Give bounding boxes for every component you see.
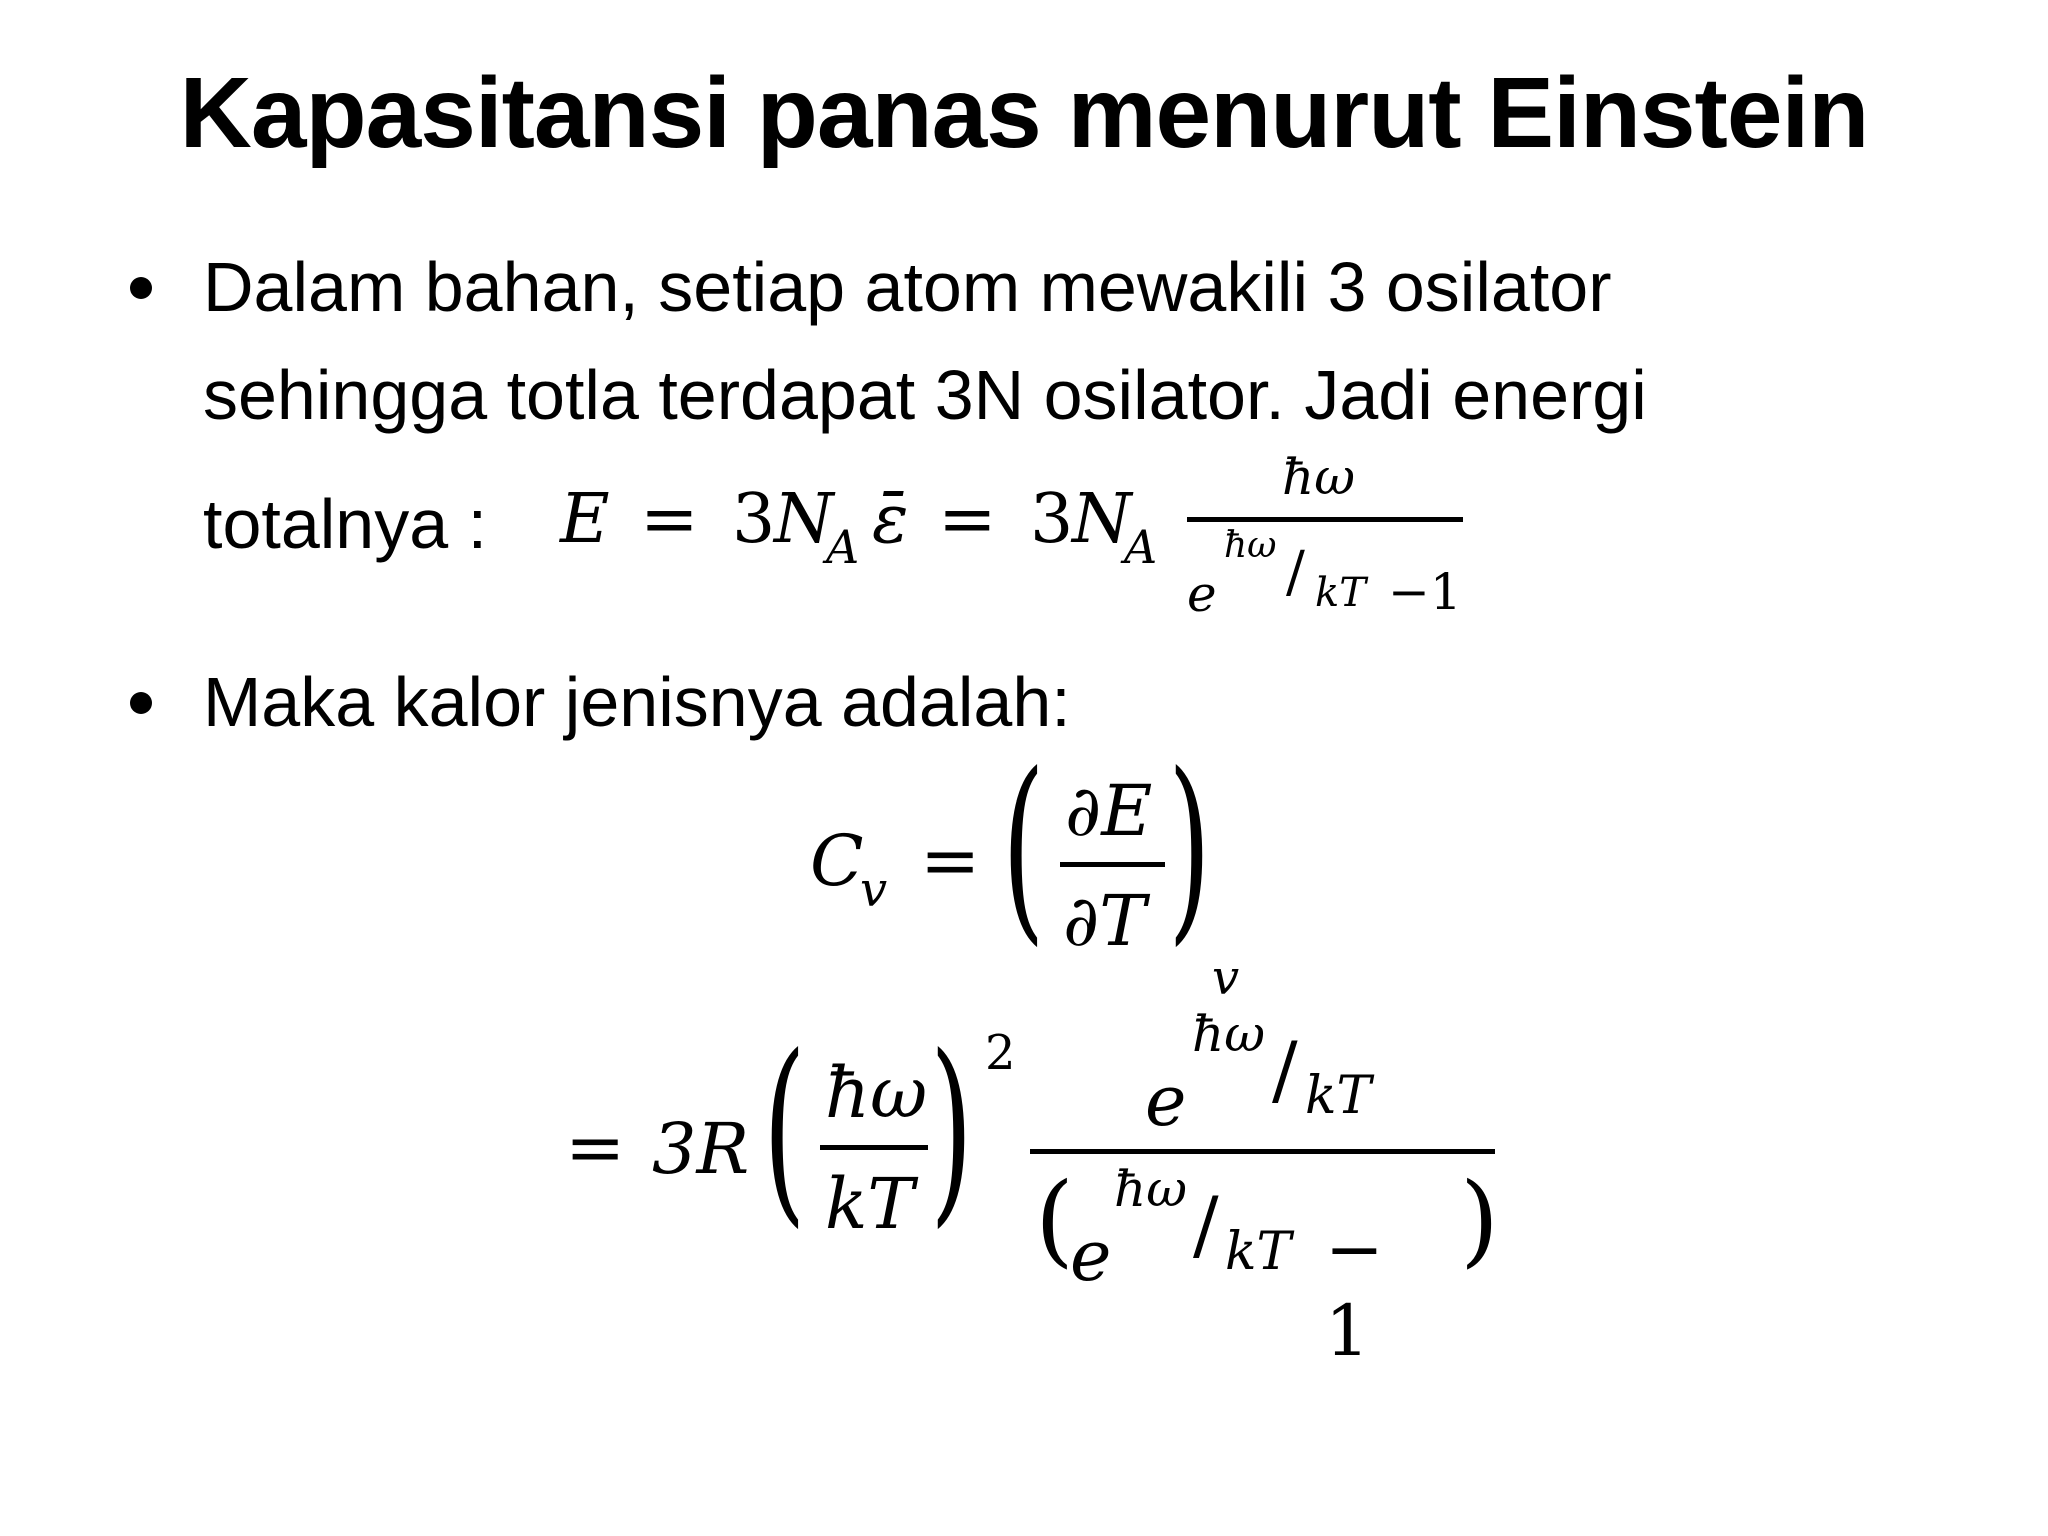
bullet-1-line-1 [203,233,1938,341]
eq3-den-slash: / [1193,1180,1219,1269]
word: 3 [1327,248,1367,326]
word: mewakili [1039,248,1309,326]
eq3-num-slash: / [1272,1025,1298,1114]
word: terdapat [658,356,916,434]
eq3-den-exponent-num: ħω [1114,1160,1187,1218]
word: atom [864,248,1021,326]
bullet-1-paragraph [203,233,1938,449]
eq2-left-paren: ( [1002,731,1045,964]
eq1-N-1: N [774,480,834,559]
word: setiap [658,248,846,326]
slide-title: Kapasitansi panas menurut Einstein [179,57,1869,169]
bullet-1-line-2 [203,341,1938,449]
bullet-dot-2 [130,692,152,714]
eq3-den-right-paren: ) [1460,1161,1500,1278]
eq3-right-paren: ) [930,1013,973,1246]
bullet-dot-1 [130,277,152,299]
eq2-numerator: ∂E [1065,770,1153,852]
eq1-subscript-A-1: A [826,520,860,574]
eq3-num-e: e [1145,1060,1187,1142]
eq2-fraction-bar [1060,862,1165,867]
eq3-numerator: ħω [825,1052,928,1134]
eq1-E: E [560,480,610,559]
eq1-den-minus-one: −1 [1388,563,1462,621]
eq3-den-exponent-den: kT [1225,1222,1292,1282]
word: totla [506,356,639,434]
eq3-num-exponent-den: kT [1305,1066,1372,1126]
eq2-equals: = [920,818,981,902]
eq2-right-paren: ) [1168,731,1211,964]
eq3-den-left-paren: ( [1035,1161,1075,1278]
eq1-den-exponent-num: ħω [1224,525,1277,566]
eq2-outer-subscript-v: v [1212,950,1240,1006]
eq3-exponent-2: 2 [985,1025,1016,1081]
word: sehingga [203,356,488,434]
eq1-equals-2: = [938,478,997,560]
bullet-2-text: Maka kalor jenisnya adalah: [203,663,1071,741]
eq3-three-R: 3R [652,1108,750,1190]
eq2-subscript-v: v [860,862,888,918]
eq2-C: C [810,820,864,902]
word: osilator [1385,248,1612,326]
eq3-den-minus-one: − 1 [1325,1208,1384,1372]
word: Dalam [203,248,406,326]
eq2-denominator: ∂T [1063,880,1146,962]
eq3-den-e: e [1070,1215,1112,1297]
word: 3N [934,356,1025,434]
eq1-fraction-bar [1187,517,1463,522]
eq3-num-exponent-num: ħω [1192,1005,1265,1063]
eq1-den-exponent-den: kT [1315,570,1366,616]
eq1-epsilon-bar: ε̄ [872,480,909,559]
word: energi [1452,356,1647,434]
eq1-numerator: ħω [1282,448,1355,506]
eq1-three-2: 3 [1030,480,1074,559]
word: Jadi [1304,356,1433,434]
word: bahan, [424,248,639,326]
bullet-1-line-3-label: totalnya : [203,485,488,563]
eq3-denominator: kT [825,1163,915,1245]
eq1-den-e: e [1187,565,1217,623]
eq3-left-paren: ( [763,1013,806,1246]
eq1-equals-1: = [640,478,699,560]
word: osilator. [1043,356,1285,434]
eq3-fraction-bar-1 [820,1145,928,1150]
eq1-den-slash: / [1286,540,1305,605]
eq1-N-2: N [1072,480,1132,559]
eq1-three-1: 3 [732,480,776,559]
eq3-fraction-bar-2 [1030,1149,1495,1154]
eq1-subscript-A-2: A [1124,520,1158,574]
eq3-equals: = [565,1105,626,1189]
